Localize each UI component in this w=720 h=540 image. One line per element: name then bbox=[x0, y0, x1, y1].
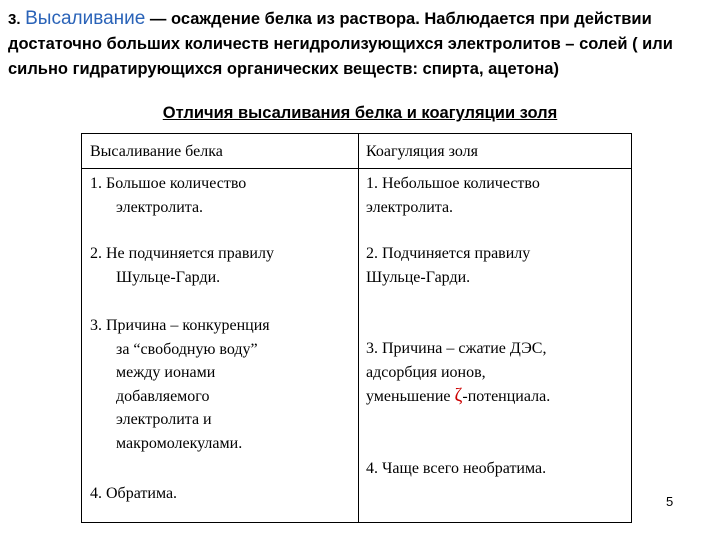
left-item-1-line: 1. Большое количество bbox=[90, 175, 247, 192]
page-number: 5 bbox=[666, 494, 674, 509]
header-salting-out: Высаливание белка bbox=[90, 143, 223, 160]
left-item-2 bbox=[90, 242, 352, 289]
left-item-1 bbox=[90, 172, 352, 219]
zeta-symbol: ζ bbox=[454, 385, 463, 406]
comparison-table bbox=[81, 133, 632, 523]
left-item-2-line: Шульце-Гарди. bbox=[116, 268, 221, 286]
right-item-1-line: электролита. bbox=[366, 198, 454, 216]
left-item-3 bbox=[90, 314, 352, 455]
left-item-3-line: 3. Причина – конкуренция bbox=[90, 317, 270, 334]
intro-paragraph bbox=[8, 6, 714, 82]
right-item-4: 4. Чаще всего необратима. bbox=[366, 460, 547, 477]
left-item-3-line: макромолекулами. bbox=[116, 434, 243, 452]
term-highlight: Высаливание bbox=[25, 8, 146, 29]
zeta-suffix: -потенциала. bbox=[462, 388, 551, 405]
right-item-3-line bbox=[366, 384, 628, 409]
item-number: 3. bbox=[8, 11, 21, 28]
intro-text: — осаждение белка из раствора. Наблюдается при действии достаточно больших количеств негидролизующихся электролитов – солей ( или сильно гидратирующихся органических веществ: спирта, ацетона) bbox=[8, 10, 673, 78]
left-item-3-line: между ионами bbox=[116, 364, 216, 381]
right-item-3-line: адсорбция ионов, bbox=[366, 363, 486, 381]
column-divider bbox=[358, 134, 359, 522]
left-item-3-line: за “свободную воду” bbox=[116, 340, 258, 358]
left-item-2-line: 2. Не подчиняется правилу bbox=[90, 245, 274, 262]
header-divider bbox=[82, 168, 631, 169]
header-coagulation: Коагуляция золя bbox=[366, 143, 479, 160]
right-item-1-line: 1. Небольшое количество bbox=[366, 175, 540, 192]
right-item-2 bbox=[366, 242, 628, 289]
right-item-3 bbox=[366, 337, 628, 409]
right-item-2-line: Шульце-Гарди. bbox=[366, 268, 471, 286]
left-item-3-line: электролита и bbox=[116, 411, 212, 428]
left-item-3-line: добавляемого bbox=[116, 387, 210, 405]
right-item-1 bbox=[366, 172, 628, 219]
right-item-3-line: 3. Причина – сжатие ДЭС, bbox=[366, 340, 547, 357]
table-title: Отличия высаливания белка и коагуляции золя bbox=[162, 104, 558, 122]
left-item-1-line: электролита. bbox=[116, 198, 204, 216]
left-item-4: 4. Обратима. bbox=[90, 485, 178, 502]
zeta-prefix: уменьшение bbox=[366, 388, 455, 405]
right-item-2-line: 2. Подчиняется правилу bbox=[366, 245, 531, 262]
